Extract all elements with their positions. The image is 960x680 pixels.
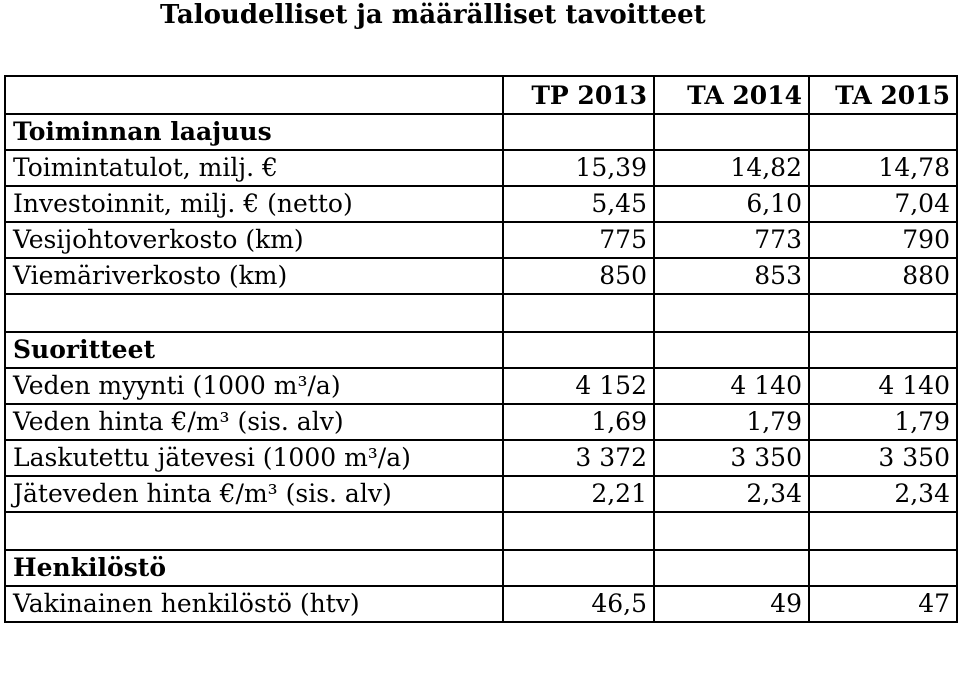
value-cell: 1,69 <box>503 404 654 440</box>
section-heading-row <box>5 332 957 368</box>
row-label: Jäteveden hinta €/m³ (sis. alv) <box>5 476 503 512</box>
value-cell: 880 <box>809 258 957 294</box>
table-row <box>5 476 957 512</box>
value-cell: 790 <box>809 222 957 258</box>
row-label: Laskutettu jätevesi (1000 m³/a) <box>5 440 503 476</box>
empty-cell <box>809 550 957 586</box>
column-header-tp2013: TP 2013 <box>503 76 654 114</box>
empty-cell <box>5 294 503 332</box>
table-row <box>5 368 957 404</box>
value-cell: 2,34 <box>809 476 957 512</box>
empty-cell <box>503 332 654 368</box>
value-cell: 4 152 <box>503 368 654 404</box>
row-label: Viemäriverkosto (km) <box>5 258 503 294</box>
table-row <box>5 150 957 186</box>
row-label: Veden hinta €/m³ (sis. alv) <box>5 404 503 440</box>
empty-cell <box>503 550 654 586</box>
empty-cell <box>503 294 654 332</box>
row-label: Veden myynti (1000 m³/a) <box>5 368 503 404</box>
empty-cell <box>503 512 654 550</box>
value-cell: 2,21 <box>503 476 654 512</box>
column-header-ta2014: TA 2014 <box>654 76 809 114</box>
section-heading-toiminnan-laajuus: Toiminnan laajuus <box>5 114 503 150</box>
section-heading-suoritteet: Suoritteet <box>5 332 503 368</box>
table-row <box>5 258 957 294</box>
value-cell: 4 140 <box>809 368 957 404</box>
empty-cell <box>654 512 809 550</box>
value-cell: 3 372 <box>503 440 654 476</box>
value-cell: 773 <box>654 222 809 258</box>
value-cell: 3 350 <box>654 440 809 476</box>
value-cell: 850 <box>503 258 654 294</box>
value-cell: 1,79 <box>654 404 809 440</box>
value-cell: 46,5 <box>503 586 654 622</box>
value-cell: 14,82 <box>654 150 809 186</box>
empty-cell <box>654 114 809 150</box>
spacer-row <box>5 512 957 550</box>
value-cell: 49 <box>654 586 809 622</box>
value-cell: 7,04 <box>809 186 957 222</box>
empty-cell <box>809 332 957 368</box>
row-label: Toimintatulot, milj. € <box>5 150 503 186</box>
empty-cell <box>503 114 654 150</box>
section-heading-row <box>5 114 957 150</box>
empty-cell <box>654 550 809 586</box>
value-cell: 6,10 <box>654 186 809 222</box>
value-cell: 853 <box>654 258 809 294</box>
empty-cell <box>654 294 809 332</box>
value-cell: 3 350 <box>809 440 957 476</box>
value-cell: 1,79 <box>809 404 957 440</box>
value-cell: 4 140 <box>654 368 809 404</box>
table-row <box>5 440 957 476</box>
table-row <box>5 186 957 222</box>
table-row <box>5 222 957 258</box>
column-header-ta2015: TA 2015 <box>809 76 957 114</box>
goals-table <box>4 75 958 623</box>
empty-cell <box>809 114 957 150</box>
section-heading-henkilosto: Henkilöstö <box>5 550 503 586</box>
row-label: Investoinnit, milj. € (netto) <box>5 186 503 222</box>
section-heading-row <box>5 550 957 586</box>
empty-cell <box>654 332 809 368</box>
empty-cell <box>809 294 957 332</box>
page-title: Taloudelliset ja määrälliset tavoitteet <box>160 0 706 30</box>
value-cell: 47 <box>809 586 957 622</box>
spacer-row <box>5 294 957 332</box>
row-label: Vesijohtoverkosto (km) <box>5 222 503 258</box>
empty-cell <box>809 512 957 550</box>
table-row <box>5 404 957 440</box>
row-label: Vakinainen henkilöstö (htv) <box>5 586 503 622</box>
header-label-cell <box>5 76 503 114</box>
value-cell: 775 <box>503 222 654 258</box>
value-cell: 15,39 <box>503 150 654 186</box>
table-header-row <box>5 76 957 114</box>
value-cell: 5,45 <box>503 186 654 222</box>
empty-cell <box>5 512 503 550</box>
value-cell: 14,78 <box>809 150 957 186</box>
value-cell: 2,34 <box>654 476 809 512</box>
table-row <box>5 586 957 622</box>
